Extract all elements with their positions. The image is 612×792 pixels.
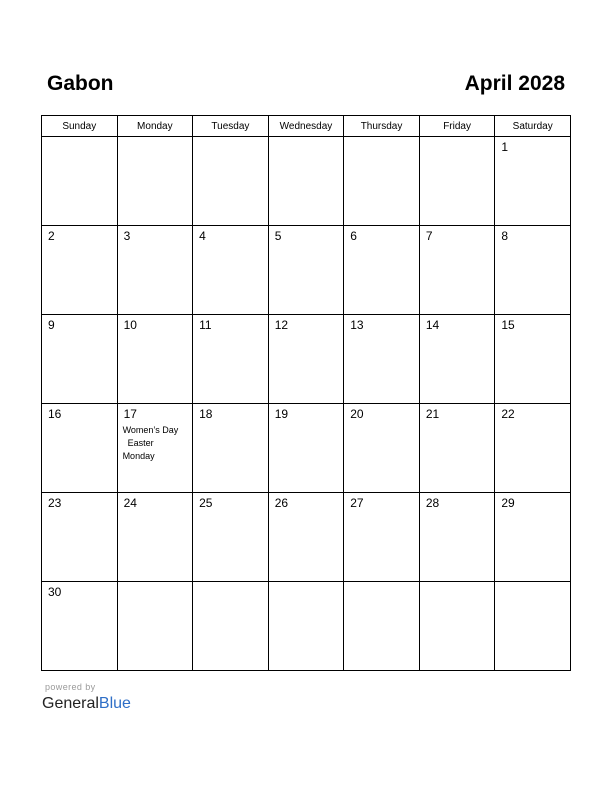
day-cell [268,226,344,315]
day-cell [495,493,571,582]
week-row [42,315,571,404]
day-cell [193,493,269,582]
day-cell [495,404,571,493]
day-cell [495,315,571,404]
day-cell [42,493,118,582]
weekday-tuesday: Tuesday [193,116,269,137]
day-number: 24 [123,496,137,510]
day-number: 25 [199,496,213,510]
day-number: 26 [274,496,289,510]
day-cell [117,226,193,315]
holiday-label: Women’s Day [122,425,179,435]
day-number: 14 [425,318,440,332]
day-number: 13 [350,318,364,332]
brand-part-general: General [42,695,99,712]
weekday-header-row [42,116,571,137]
day-cell [419,315,495,404]
day-number: 28 [425,496,440,510]
day-number: 19 [274,407,289,421]
day-number: 16 [48,407,62,421]
weekday-sunday: Sunday [42,116,118,137]
day-cell [419,582,495,671]
day-number: 18 [199,407,213,421]
day-number: 3 [123,229,131,243]
day-cell [193,315,269,404]
day-number: 22 [501,407,515,421]
day-number: 10 [123,318,137,332]
day-number: 5 [274,229,282,243]
generalblue-logo[interactable] [42,694,131,714]
day-cell [117,315,193,404]
day-cell [193,226,269,315]
week-row [42,582,571,671]
day-number: 12 [274,318,289,332]
day-cell [42,315,118,404]
day-cell [495,137,571,226]
day-number: 4 [199,229,206,243]
day-cell [117,582,193,671]
powered-by-label: powered by [45,682,96,692]
country-title: Gabon [47,72,114,95]
day-number [420,137,495,140]
day-cell [419,404,495,493]
day-number [344,137,419,140]
day-cell [495,582,571,671]
day-number: 21 [425,407,440,421]
day-cell [268,315,344,404]
day-number [495,582,570,585]
day-number [193,137,268,140]
week-row [42,493,571,582]
holiday-list [118,422,193,463]
calendar-body [42,137,571,671]
day-number [269,137,344,140]
day-number [420,582,495,585]
day-number [269,582,344,585]
weekday-wednesday: Wednesday [268,116,344,137]
day-cell [344,404,420,493]
day-cell [495,226,571,315]
calendar-grid [41,115,571,671]
day-number [193,582,268,585]
day-cell [419,493,495,582]
day-cell [344,137,420,226]
day-cell [42,582,118,671]
day-cell [344,315,420,404]
day-number [344,582,419,585]
month-year-title: April 2028 [464,72,565,95]
day-cell [268,582,344,671]
day-cell [344,582,420,671]
day-cell [117,404,193,493]
day-number: 2 [48,229,55,243]
weekday-monday: Monday [117,116,193,137]
weekday-saturday: Saturday [495,116,571,137]
day-number [118,137,193,140]
day-cell [344,226,420,315]
day-number: 23 [48,496,62,510]
day-cell [419,226,495,315]
day-number: 9 [48,318,55,332]
day-cell [193,404,269,493]
day-number: 11 [199,318,212,332]
day-number: 6 [350,229,357,243]
day-number [42,137,117,140]
day-number [118,582,193,585]
day-number: 20 [350,407,364,421]
day-cell [42,226,118,315]
day-number: 15 [501,318,515,332]
week-row [42,226,571,315]
day-cell [117,137,193,226]
day-number: 1 [501,140,509,154]
day-number: 27 [350,496,364,510]
week-row [42,404,571,493]
day-number: 29 [501,496,515,510]
holiday-label: Easter [122,438,154,448]
day-number: 17 [123,407,137,421]
weekday-friday: Friday [419,116,495,137]
day-cell [42,137,118,226]
day-number: 30 [48,585,62,599]
day-number: 8 [501,229,509,243]
day-cell [117,493,193,582]
day-cell [419,137,495,226]
weekday-thursday: Thursday [344,116,420,137]
day-number: 7 [425,229,433,243]
day-cell [344,493,420,582]
holiday-label: Monday [122,451,155,461]
day-cell [268,137,344,226]
day-cell [42,404,118,493]
brand-part-blue: Blue [98,695,131,712]
day-cell [193,582,269,671]
day-cell [268,493,344,582]
day-cell [193,137,269,226]
day-cell [268,404,344,493]
week-row [42,137,571,226]
